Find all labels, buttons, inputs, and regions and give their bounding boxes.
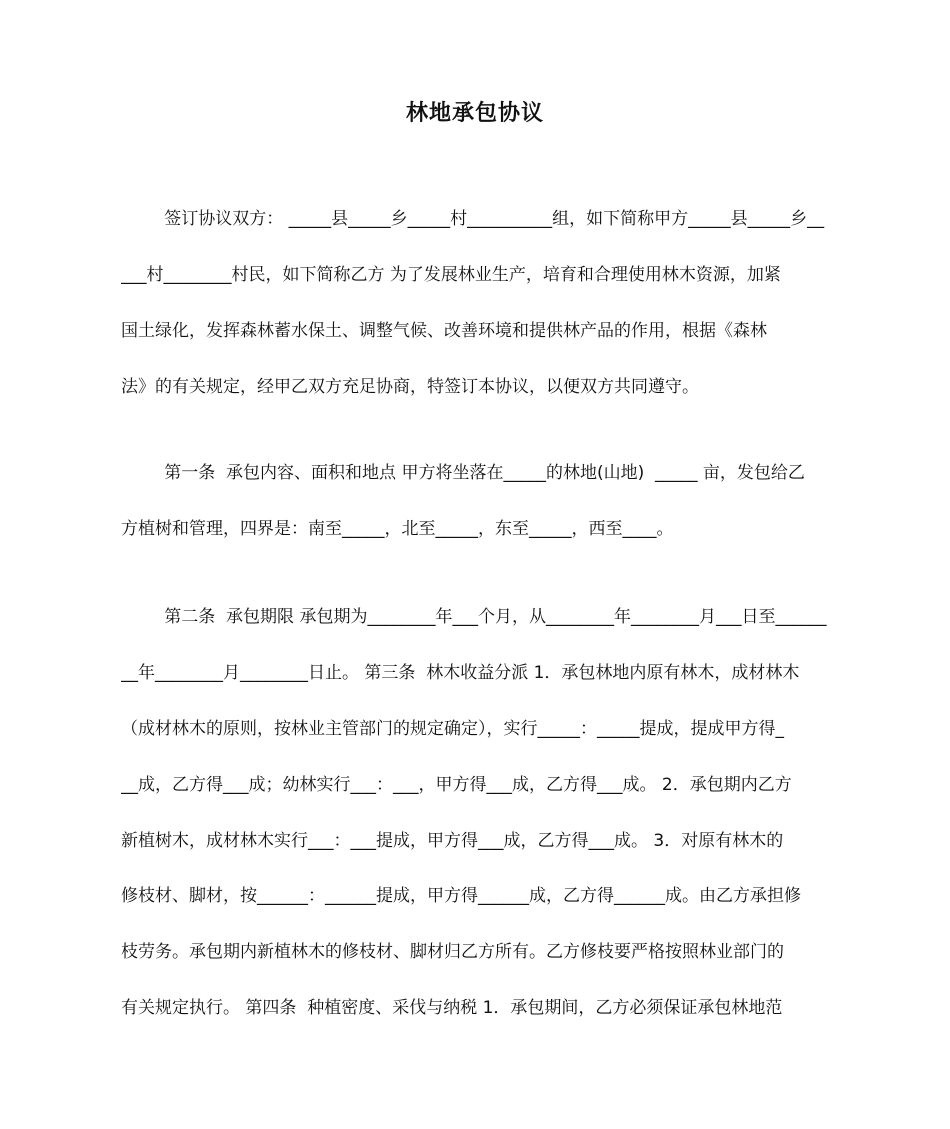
paragraph-line: 有关规定执行。 第四条 种植密度、采伐与纳税 1．承包期间，乙方必须保证承包林地范 xyxy=(121,998,783,1018)
paragraph-line: ___村________村民，如下简称乙方 为了发展林业生产，培育和合理使用林木资源，加紧 xyxy=(121,265,781,285)
paragraph-line: 新植树木，成材林木实行___：___提成，甲方得___成，乙方得___成。 3．对原有林木的 xyxy=(121,831,784,851)
paragraph-line: 第一条 承包内容、面积和地点 甲方将坐落在_____的林地(山地) _____ 亩，发包给乙 xyxy=(121,463,805,483)
paragraph-line: 法》的有关规定，经甲乙双方充足协商，特签订本协议，以便双方共同遵守。 xyxy=(121,377,699,397)
paragraph-line: 国土绿化，发挥森林蓄水保土、调整气候、改善环境和提供林产品的作用，根据《森林 xyxy=(121,321,767,341)
paragraph-line: 方植树和管理，四界是：南至_____，北至_____，东至_____，西至____。 xyxy=(121,519,674,539)
paragraph-line: __成，乙方得___成；幼林实行___：___，甲方得___成，乙方得___成。 2．承包期内乙方 xyxy=(121,775,792,795)
paragraph-line: 修枝材、脚材，按______：______提成，甲方得______成，乙方得______成。由乙方承担修 xyxy=(121,886,801,906)
paragraph-line: __年________月________日止。 第三条 林木收益分派 1．承包林地内原有林木，成材林木 xyxy=(121,663,800,683)
paragraph-line: 枝劳务。承包期内新植林木的修枝材、脚材归乙方所有。乙方修枝要严格按照林业部门的 xyxy=(121,942,784,962)
document-title: 林地承包协议 xyxy=(405,101,544,126)
paragraph-line: （成材林木的原则，按林业主管部门的规定确定），实行_____：_____提成，提成甲方得_ xyxy=(121,719,784,739)
paragraph-line: 签订协议双方： _____县_____乡_____村__________组，如下简称甲方_____县_____乡__ xyxy=(121,209,825,229)
paragraph-line: 第二条 承包期限 承包期为________年___个月，从________年________月___日至______ xyxy=(121,607,827,627)
